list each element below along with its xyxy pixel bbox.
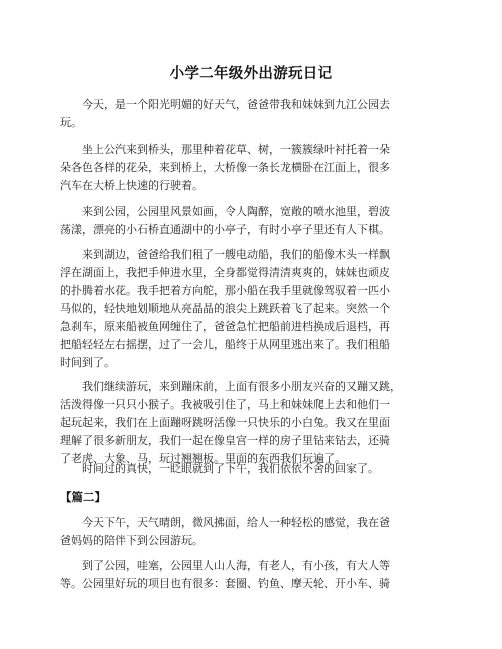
text-line: 我们继续游玩，来到蹦床前，上面有很多小朋友兴奋的又蹦又跳，	[60, 380, 401, 393]
paragraph-6	[60, 460, 444, 478]
section-heading: 【篇二】	[60, 490, 106, 504]
paragraph-3	[60, 203, 444, 239]
text-line: 把船轻轻左右摇摆，过了一会儿，船终于从网里逃出来了。我们租船	[60, 338, 390, 351]
text-line: 等。公园里好玩的项目也有很多：套圈、钓鱼、摩天轮、开小车、骑	[60, 577, 390, 590]
text-line: 朵各色各样的花朵，来到桥上，大桥像一条长龙横卧在江面上，很多	[60, 161, 390, 174]
paragraph-1	[60, 96, 444, 132]
paragraph-5	[60, 378, 444, 468]
text-line: 起玩起来，我们在上面蹦呀跳呀活像一只快乐的小白兔。我又在里面	[60, 416, 390, 429]
paragraph-4	[60, 246, 444, 372]
text-line: 汽车在大桥上快速的行驶着。	[60, 179, 203, 192]
text-line: 了老虎、大象、马，玩过翘翘板。里面的东西我们玩遍了。	[60, 452, 346, 465]
text-line: 急刹车，原来船被鱼网缠住了，爸爸急忙把船前进档换成后退档，再	[60, 320, 390, 333]
text-line: 来到公园，公园里风景如画，令人陶醉，宽敞的喷水池里，碧波	[60, 205, 390, 218]
text-line: 马似的，轻快地划顺地从亮晶晶的浪尖上跳跃着飞了起来。突然一个	[60, 302, 390, 315]
paragraph-2	[60, 141, 444, 195]
text-line: 来到湖边，爸爸给我们租了一艘电动船，我们的船像木头一样飘	[60, 248, 390, 261]
text-line: 坐上公汽来到桥头，那里种着花草、树，一簇簇绿叶衬托着一朵	[60, 143, 390, 156]
section2-paragraph-2	[60, 557, 444, 593]
text-line: 玩。	[60, 116, 82, 129]
text-line: 时间到了。	[60, 356, 115, 369]
text-line: 今天，是一个阳光明媚的好天气，爸爸带我和妹妹到九江公园去	[60, 98, 390, 111]
text-line: 今天下午，天气晴朗，微风拂面，给人一种轻松的感觉，我在爸	[60, 516, 390, 529]
text-line: 的扑腾着水花。我手把着方向舵，那小船在我手里就像驾驭着一匹小	[60, 284, 390, 297]
text-line: 到了公园，哇塞，公园里人山人海，有老人，有小孩，有大人等	[60, 559, 390, 572]
section2-paragraph-1	[60, 514, 444, 550]
document-title: 小学二年级外出游玩日记	[169, 66, 333, 82]
text-line: 理解了很多新朋友，我们一起在像皇宫一样的房子里钻来钻去，还骑	[60, 434, 390, 447]
text-line: 荡漾，漂亮的小石桥直通湖中的小亭子，有时小亭子里还有人下棋。	[60, 223, 390, 236]
text-line: 时间过的真快，一眨眼就到了下午，我们依依不舍的回家了。	[60, 462, 379, 475]
text-line: 浮在湖面上，我把手伸进水里，全身都觉得清清爽爽的，妹妹也顽皮	[60, 266, 390, 279]
text-line: 爸妈妈的陪伴下到公园游玩。	[60, 534, 203, 547]
text-line: 活泼得像一只只小猴子。我被吸引住了，马上和妹妹爬上去和他们一	[60, 398, 390, 411]
